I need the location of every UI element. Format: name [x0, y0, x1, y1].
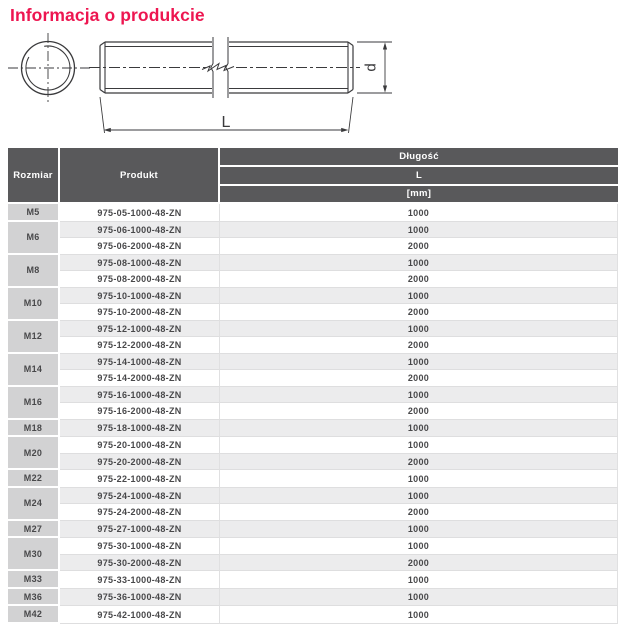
- table-row: [8, 589, 618, 607]
- table-row: [8, 271, 618, 288]
- length-cell: 1000: [220, 321, 618, 338]
- table-row: [8, 370, 618, 387]
- column-header-length: Długość: [220, 148, 618, 167]
- column-header-length-symbol: L: [220, 167, 618, 186]
- length-dim-label: L: [221, 114, 231, 131]
- table-row: [8, 521, 618, 539]
- table-row: [8, 337, 618, 354]
- length-cell: 1000: [220, 204, 618, 222]
- product-code-cell: 975-08-2000-48-ZN: [60, 271, 220, 288]
- size-cell: M22: [8, 470, 60, 488]
- product-code-cell: 975-20-2000-48-ZN: [60, 454, 220, 471]
- table-row: [8, 321, 618, 338]
- product-code-cell: 975-12-1000-48-ZN: [60, 321, 220, 338]
- page-title: Informacja o produkcie: [10, 5, 205, 25]
- length-cell: 1000: [220, 589, 618, 607]
- product-code-cell: 975-14-2000-48-ZN: [60, 370, 220, 387]
- product-table-body: [8, 204, 618, 624]
- product-code-cell: 975-14-1000-48-ZN: [60, 354, 220, 371]
- size-cell: M8: [8, 255, 60, 288]
- length-cell: 1000: [220, 538, 618, 555]
- size-cell: M24: [8, 488, 60, 521]
- length-cell: 1000: [220, 606, 618, 624]
- length-cell: 1000: [220, 288, 618, 305]
- product-code-cell: 975-27-1000-48-ZN: [60, 521, 220, 539]
- table-row: [8, 571, 618, 589]
- size-cell: M30: [8, 538, 60, 571]
- length-cell: 1000: [220, 470, 618, 488]
- product-code-cell: 975-16-2000-48-ZN: [60, 403, 220, 420]
- column-header-unit: [mm]: [220, 186, 618, 205]
- size-cell: M6: [8, 222, 60, 255]
- table-row: [8, 504, 618, 521]
- table-row: [8, 555, 618, 572]
- table-row: [8, 538, 618, 555]
- product-code-cell: 975-06-2000-48-ZN: [60, 238, 220, 255]
- product-code-cell: 975-33-1000-48-ZN: [60, 571, 220, 589]
- length-cell: 1000: [220, 222, 618, 239]
- length-cell: 2000: [220, 504, 618, 521]
- size-cell: M12: [8, 321, 60, 354]
- size-cell: M5: [8, 204, 60, 222]
- length-cell: 1000: [220, 255, 618, 272]
- product-code-cell: 975-16-1000-48-ZN: [60, 387, 220, 404]
- length-cell: 2000: [220, 403, 618, 420]
- diameter-dim-label: d: [362, 63, 380, 72]
- table-row: [8, 255, 618, 272]
- product-code-cell: 975-30-1000-48-ZN: [60, 538, 220, 555]
- size-cell: M14: [8, 354, 60, 387]
- product-code-cell: 975-24-2000-48-ZN: [60, 504, 220, 521]
- table-row: [8, 354, 618, 371]
- length-cell: 2000: [220, 271, 618, 288]
- table-row: [8, 403, 618, 420]
- size-cell: M16: [8, 387, 60, 420]
- size-cell: M18: [8, 420, 60, 438]
- technical-drawing: [0, 28, 420, 146]
- table-row: [8, 387, 618, 404]
- size-cell: M42: [8, 606, 60, 624]
- length-cell: 2000: [220, 454, 618, 471]
- length-cell: 2000: [220, 304, 618, 321]
- size-cell: M27: [8, 521, 60, 539]
- column-header-product: Produkt: [60, 148, 220, 204]
- length-cell: 1000: [220, 437, 618, 454]
- length-cell: 1000: [220, 571, 618, 589]
- rod-end-view: [8, 33, 91, 104]
- length-cell: 1000: [220, 420, 618, 438]
- table-row: [8, 454, 618, 471]
- product-code-cell: 975-05-1000-48-ZN: [60, 204, 220, 222]
- length-cell: 1000: [220, 387, 618, 404]
- size-cell: M20: [8, 437, 60, 470]
- table-row: [8, 420, 618, 438]
- column-header-size: Rozmiar: [8, 148, 60, 204]
- length-cell: 1000: [220, 521, 618, 539]
- table-row: [8, 470, 618, 488]
- diameter-dimension: [357, 42, 392, 93]
- product-code-cell: 975-06-1000-48-ZN: [60, 222, 220, 239]
- table-row: [8, 222, 618, 239]
- rod-side-view: [89, 37, 360, 98]
- product-code-cell: 975-42-1000-48-ZN: [60, 606, 220, 624]
- length-cell: 2000: [220, 238, 618, 255]
- product-code-cell: 975-24-1000-48-ZN: [60, 488, 220, 505]
- product-code-cell: 975-10-1000-48-ZN: [60, 288, 220, 305]
- product-table: [8, 148, 618, 624]
- length-dimension: [100, 97, 353, 133]
- product-code-cell: 975-10-2000-48-ZN: [60, 304, 220, 321]
- length-cell: 2000: [220, 555, 618, 572]
- table-row: [8, 488, 618, 505]
- size-cell: M10: [8, 288, 60, 321]
- length-cell: 1000: [220, 354, 618, 371]
- table-row: [8, 606, 618, 624]
- table-row: [8, 204, 618, 222]
- product-code-cell: 975-22-1000-48-ZN: [60, 470, 220, 488]
- length-cell: 2000: [220, 337, 618, 354]
- table-row: [8, 238, 618, 255]
- product-code-cell: 975-20-1000-48-ZN: [60, 437, 220, 454]
- product-code-cell: 975-36-1000-48-ZN: [60, 589, 220, 607]
- product-code-cell: 975-18-1000-48-ZN: [60, 420, 220, 438]
- size-cell: M33: [8, 571, 60, 589]
- product-code-cell: 975-30-2000-48-ZN: [60, 555, 220, 572]
- size-cell: M36: [8, 589, 60, 607]
- product-code-cell: 975-12-2000-48-ZN: [60, 337, 220, 354]
- length-cell: 1000: [220, 488, 618, 505]
- table-row: [8, 288, 618, 305]
- table-row: [8, 304, 618, 321]
- table-row: [8, 437, 618, 454]
- length-cell: 2000: [220, 370, 618, 387]
- product-table-header: [8, 148, 618, 204]
- product-code-cell: 975-08-1000-48-ZN: [60, 255, 220, 272]
